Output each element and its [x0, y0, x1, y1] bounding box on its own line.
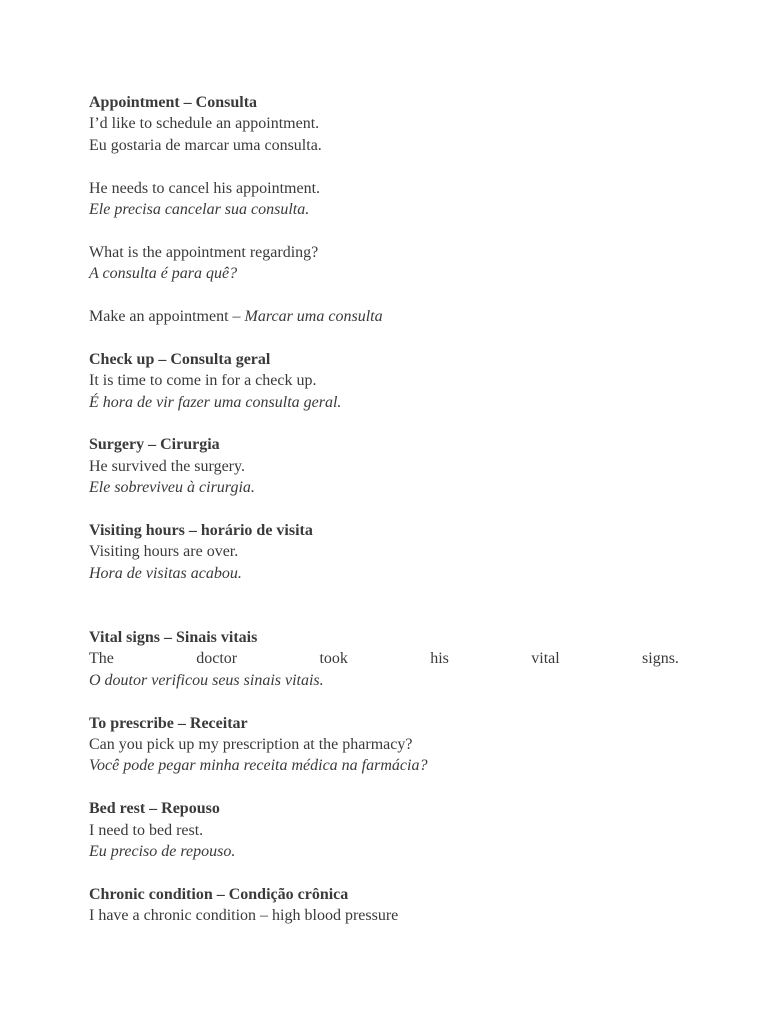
example-portuguese: Ele precisa cancelar sua consulta. [89, 201, 310, 219]
example-portuguese: Ele sobreviveu à cirurgia. [89, 479, 255, 497]
paragraph-gap [89, 862, 679, 883]
word: signs. [642, 650, 679, 668]
example-english: What is the appointment regarding? [89, 243, 319, 261]
example-portuguese: É hora de vir fazer uma consulta geral. [89, 393, 342, 411]
example-portuguese: Eu preciso de repouso. [89, 843, 236, 861]
example-portuguese: O doutor verificou seus sinais vitais. [89, 671, 324, 689]
paragraph-gap [89, 584, 679, 627]
entry-heading-visiting-hours: Visiting hours – horário de visita [89, 522, 313, 540]
paragraph-gap [89, 327, 679, 348]
phrase-portuguese: Marcar uma consulta [244, 308, 383, 326]
example-english: He survived the surgery. [89, 457, 245, 475]
paragraph-gap [89, 220, 679, 241]
word: The [89, 650, 114, 668]
example-portuguese: Hora de visitas acabou. [89, 564, 242, 582]
entry-heading-to-prescribe: To prescribe – Receitar [89, 714, 248, 732]
example-english: I need to bed rest. [89, 821, 204, 839]
entry-heading-bed-rest: Bed rest – Repouso [89, 800, 220, 818]
example-english: I have a chronic condition – high blood pressure [89, 907, 399, 925]
phrase-english: Make an appointment – [89, 308, 245, 326]
phrase-make-appointment [89, 306, 679, 327]
example-english: It is time to come in for a check up. [89, 372, 317, 390]
paragraph-gap [89, 285, 679, 306]
example-english-justified [89, 648, 679, 669]
example-english: He needs to cancel his appointment. [89, 179, 321, 197]
entry-heading-check-up: Check up – Consulta geral [89, 350, 271, 368]
example-english: I’d like to schedule an appointment. [89, 115, 320, 133]
word: doctor [196, 650, 238, 668]
paragraph-gap [89, 156, 679, 177]
word: vital [531, 650, 560, 668]
entry-heading-chronic-condition: Chronic condition – Condição crônica [89, 885, 349, 903]
paragraph-gap [89, 499, 679, 520]
example-portuguese: Você pode pegar minha receita médica na farmácia? [89, 757, 428, 775]
example-portuguese: Eu gostaria de marcar uma consulta. [89, 136, 322, 154]
example-english: Visiting hours are over. [89, 543, 239, 561]
document-page [89, 92, 679, 927]
entry-heading-appointment: Appointment – Consulta [89, 94, 258, 111]
entry-heading-surgery: Surgery – Cirurgia [89, 436, 220, 454]
paragraph-gap [89, 777, 679, 798]
entry-heading-vital-signs: Vital signs – Sinais vitais [89, 629, 258, 647]
word: his [430, 650, 449, 668]
example-portuguese: A consulta é para quê? [89, 265, 238, 283]
example-english: Can you pick up my prescription at the pharmacy? [89, 736, 413, 754]
paragraph-gap [89, 691, 679, 712]
paragraph-gap [89, 413, 679, 434]
word: took [319, 650, 348, 668]
